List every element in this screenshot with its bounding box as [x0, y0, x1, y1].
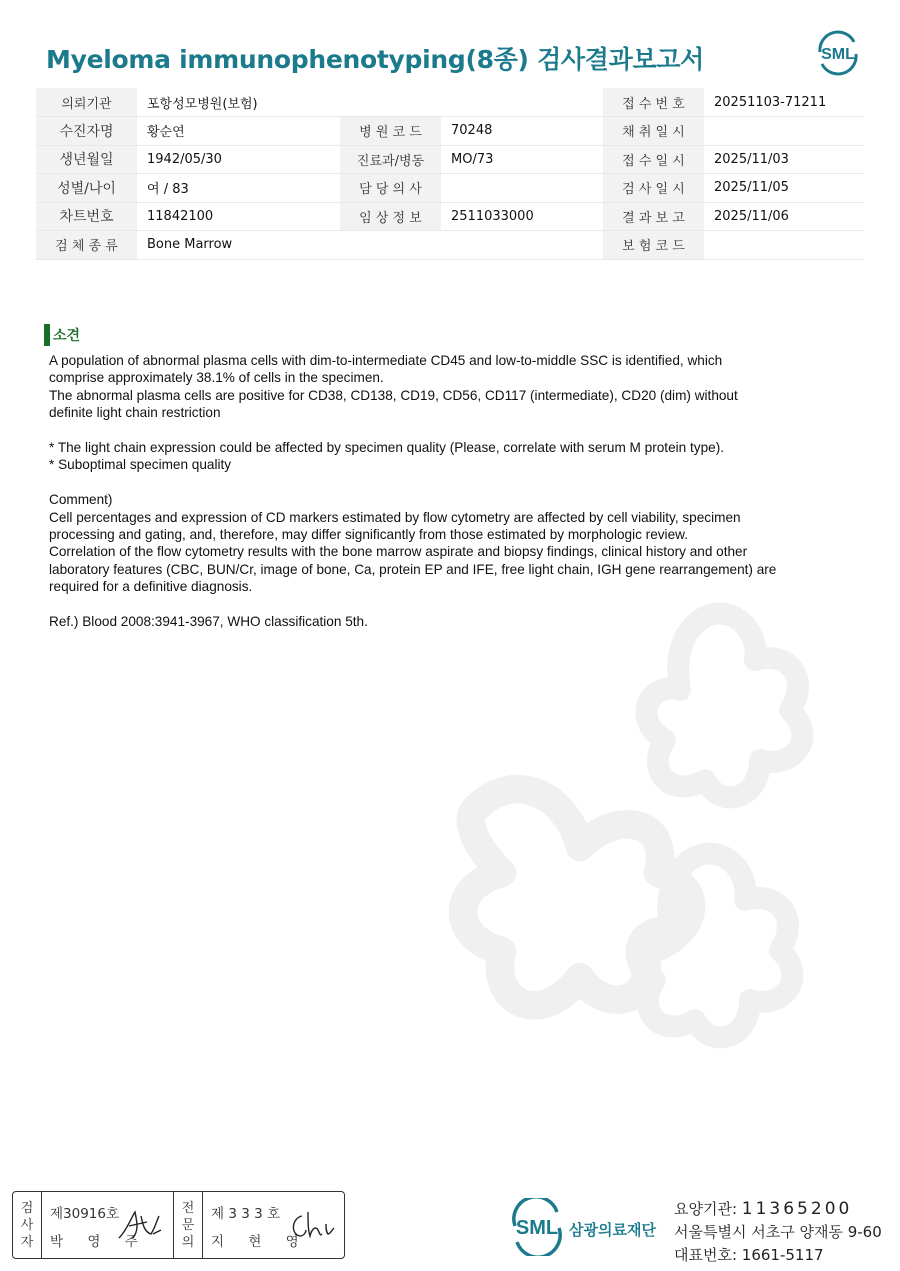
info-value: [704, 231, 864, 260]
info-value: 2025/11/06: [704, 202, 864, 231]
examiner-cell: [42, 1192, 174, 1258]
specialist-cell: [203, 1192, 344, 1258]
info-value: 1942/05/30: [137, 145, 340, 174]
findings-heading: [44, 324, 80, 346]
examiner-number: 제30916호: [50, 1206, 120, 1222]
info-value: 2025/11/03: [704, 145, 864, 174]
examiner-name: 박 영 주: [50, 1234, 148, 1250]
info-label: 접 수 일 시: [603, 145, 704, 174]
sml-logo: [814, 30, 862, 76]
findings-paragraph: A population of abnormal plasma cells with dim-to-intermediate CD45 and low-to-middle SSC is identified, which comprise approximately 38.1% of cells in the specimen. The abnormal plasma cells are positive for CD38, CD138, CD19, CD56, CD117 (intermediate), CD20 (dim) without definite light chain restriction: [49, 353, 738, 421]
info-label: 수진자명: [36, 117, 137, 146]
info-label: 생년월일: [36, 145, 137, 174]
info-value: MO/73: [441, 145, 603, 174]
info-label: 차트번호: [36, 202, 137, 231]
section-marker: [44, 324, 50, 346]
signature-box: [12, 1191, 345, 1259]
info-row: [36, 145, 864, 174]
info-label: 검 사 일 시: [603, 174, 704, 203]
footer-address: 서울특별시 서초구 양재동 9-60: [674, 1223, 882, 1241]
footer-phone: 대표번호: 1661-5117: [674, 1246, 824, 1264]
footer-info: [674, 1198, 882, 1267]
specialist-number: 제 3 3 3 호: [211, 1206, 281, 1222]
info-label: [340, 231, 441, 260]
info-value: 20251103-71211: [704, 88, 864, 117]
info-row: [36, 231, 864, 260]
info-value: [441, 88, 603, 117]
footer-org-name: 삼광의료재단: [569, 1221, 656, 1239]
info-row: [36, 88, 864, 117]
info-label: 임 상 정 보: [340, 202, 441, 231]
info-row: [36, 174, 864, 203]
patient-info-table: [36, 88, 864, 260]
info-value: 70248: [441, 117, 603, 146]
info-label: 담 당 의 사: [340, 174, 441, 203]
info-row: [36, 202, 864, 231]
info-value: 황순연: [137, 117, 340, 146]
info-label: 성별/나이: [36, 174, 137, 203]
specialist-signature-icon: [288, 1208, 336, 1242]
info-label: [340, 88, 441, 117]
specialist-name: 지 현 영: [211, 1234, 309, 1250]
examiner-label: 검 사 자: [13, 1192, 42, 1258]
info-value: [441, 174, 603, 203]
info-value: 여 / 83: [137, 174, 340, 203]
info-label: 검 체 종 류: [36, 231, 137, 260]
info-label: 병 원 코 드: [340, 117, 441, 146]
info-label: 접 수 번 호: [603, 88, 704, 117]
watermark-cross-icon: [360, 560, 860, 1080]
specialist-label: 전 문 의: [174, 1192, 203, 1258]
svg-text:SML: SML: [821, 46, 855, 63]
info-value: 포항성모병원(보험): [137, 88, 340, 117]
info-value: [704, 117, 864, 146]
footer-code: 요양기관: 11365200: [674, 1199, 853, 1219]
info-value: 2511033000: [441, 202, 603, 231]
svg-text:SML: SML: [515, 1217, 559, 1239]
info-label: 채 취 일 시: [603, 117, 704, 146]
examiner-signature-icon: [117, 1208, 165, 1242]
footer-sml-logo: [509, 1198, 565, 1256]
findings-paragraph: Ref.) Blood 2008:3941-3967, WHO classification 5th.: [49, 614, 368, 630]
findings-paragraph: * The light chain expression could be affected by specimen quality (Please, correlate with serum M protein type). * Suboptimal specimen quality: [49, 440, 725, 473]
info-label: 결 과 보 고: [603, 202, 704, 231]
info-value: [441, 231, 603, 260]
info-value: 2025/11/05: [704, 174, 864, 203]
info-value: 11842100: [137, 202, 340, 231]
findings-heading-text: 소견: [53, 328, 81, 344]
info-label: 보 험 코 드: [603, 231, 704, 260]
report-title: Myeloma immunophenotyping(8종) 검사결과보고서: [46, 45, 705, 74]
info-label: 진료과/병동: [340, 145, 441, 174]
info-value: Bone Marrow: [137, 231, 340, 260]
findings-paragraph: Comment) Cell percentages and expression of CD markers estimated by flow cytometry are affected by cell viability, specimen processing and gating, and, therefore, may differ significantly from those estimated by morphologic review. Correlation of the flow cytometry results with the bone marrow aspirate and biopsy findings, clinical history and other laboratory features (CBC, BUN/Cr, image of bone, Ca, protein EP and IFE, free light chain, IGH gene rearrangement) are required for a definitive diagnosis.: [49, 492, 777, 595]
info-row: [36, 117, 864, 146]
info-label: 의뢰기관: [36, 88, 137, 117]
